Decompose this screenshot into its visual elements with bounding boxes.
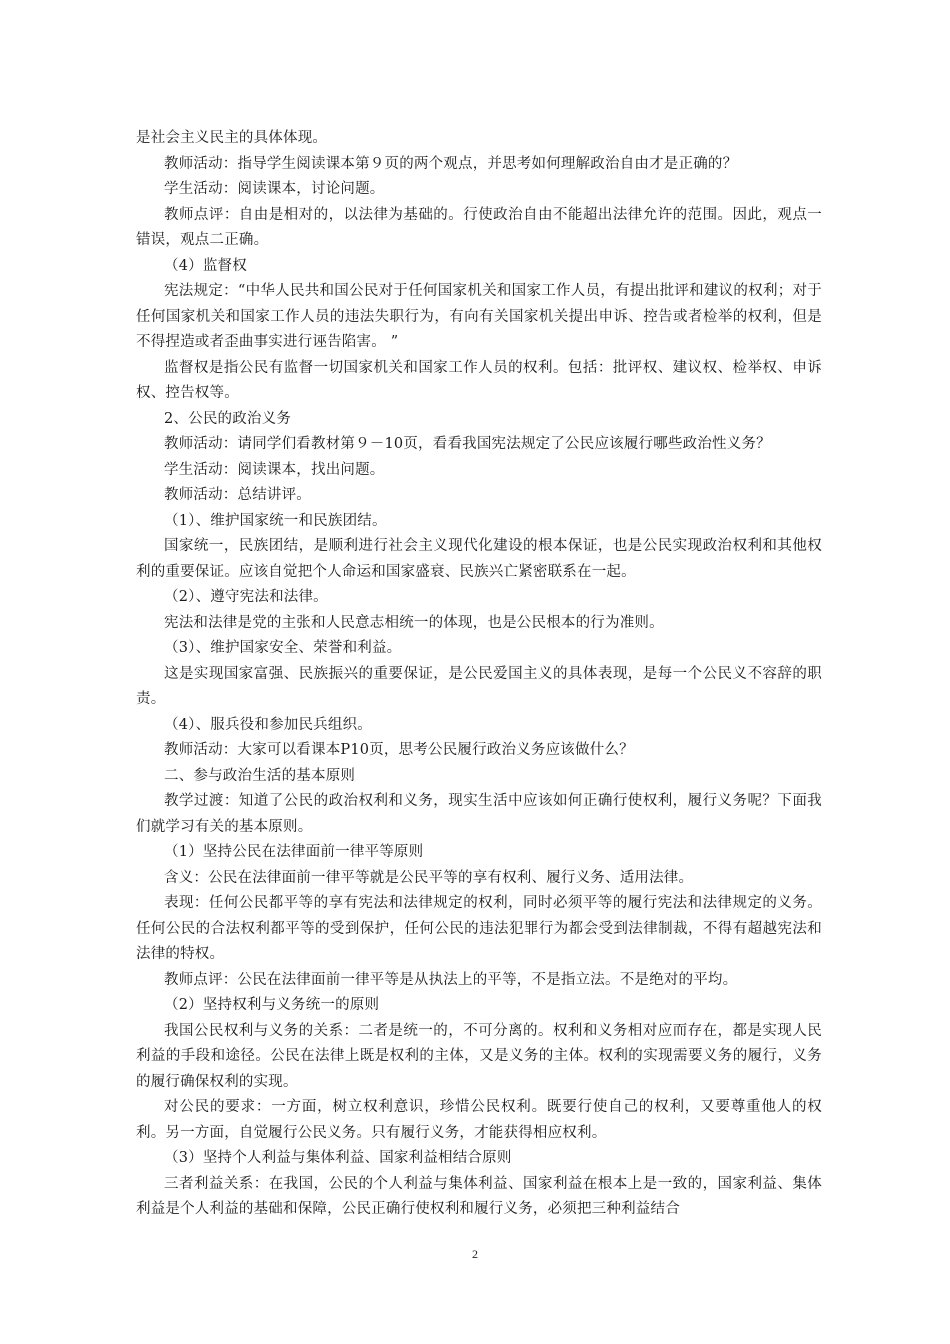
paragraph: 教师点评：公民在法律面前一律平等是从执法上的平等，不是指立法。不是绝对的平均。: [164, 971, 738, 988]
paragraph: （1）、维护国家统一和民族团结。: [164, 512, 387, 529]
paragraph: 宪法和法律是党的主张和人民意志相统一的体现，也是公民根本的行为准则。: [164, 614, 664, 631]
paragraph: 学生活动：阅读课本，找出问题。: [164, 461, 385, 478]
paragraph: 2、公民的政治义务: [164, 410, 292, 427]
paragraph: 教师活动：指导学生阅读课本第９页的两个观点，并思考如何理解政治自由才是正确的？: [164, 155, 738, 172]
paragraph: （4）、服兵役和参加民兵组织。: [164, 716, 372, 733]
paragraph: 教师活动：总结讲评。: [164, 487, 311, 503]
paragraph: 宪法规定：“中华人民共和国公民对于任何国家机关和国家工作人员，有提出批评和建议的权利；对于任何国家机关和国家工作人员的违法失职行为，有向有关国家机关提出申诉、控告或者检举的权利，但是不得捏造或者歪曲事实进行诬告陷害。 ”: [136, 283, 822, 350]
page-number: 2: [472, 1247, 478, 1261]
paragraph: 这是实现国家富强、民族振兴的重要保证，是公民爱国主义的具体表现，是每一个公民义不容辞的职责。: [136, 665, 822, 707]
paragraph: 监督权是指公民有监督一切国家机关和国家工作人员的权利。包括：批评权、建议权、检举权、申诉权、控告权等。: [136, 359, 822, 401]
paragraph: 含义：公民在法律面前一律平等就是公民平等的享有权利、履行义务、适用法律。: [164, 869, 694, 886]
paragraph: （4）监督权: [164, 257, 247, 274]
paragraph: 教师活动：请同学们看教材第９－10页，看看我国宪法规定了公民应该履行哪些政治性义务？: [164, 436, 771, 452]
paragraph: （2）坚持权利与义务统一的原则: [164, 997, 380, 1013]
paragraph: 教师活动：大家可以看课本P10页，思考公民履行政治义务应该做什么？: [164, 742, 634, 758]
paragraph: （3）坚持个人利益与集体利益、国家利益相结合原则: [164, 1150, 512, 1166]
paragraph: 我国公民权利与义务的关系：二者是统一的，不可分离的。权利和义务相对应而存在，都是实现人民利益的手段和途径。公民在法律上既是权利的主体，又是义务的主体。权利的实现需要义务的履行，义务的履行确保权利的实现。: [136, 1022, 822, 1090]
paragraph: （3）、维护国家安全、荣誉和利益。: [164, 640, 402, 656]
paragraph: 学生活动：阅读课本，讨论问题。: [164, 181, 385, 197]
paragraph: 表现：任何公民都平等的享有宪法和法律规定的权利，同时必须平等的履行宪法和法律规定的义务。任何公民的合法权利都平等的受到保护，任何公民的违法犯罪行为都会受到法律制裁，不得有超越宪法和法律的特权。: [136, 895, 822, 962]
paragraph: 对公民的要求：一方面，树立权利意识，珍惜公民权利。既要行使自己的权利，又要尊重他人的权利。另一方面，自觉履行公民义务。只有履行义务，才能获得相应权利。: [136, 1099, 822, 1141]
paragraph: 国家统一，民族团结，是顺利进行社会主义现代化建设的根本保证，也是公民实现政治权利和其他权利的重要保证。应该自觉把个人命运和国家盛衰、民族兴亡紧密联系在一起。: [136, 538, 822, 580]
paragraph: 二、参与政治生活的基本原则: [164, 767, 356, 784]
paragraph: 教师点评：自由是相对的，以法律为基础的。行使政治自由不能超出法律允许的范围。因此，观点一错误，观点二正确。: [136, 206, 822, 248]
body-text: [136, 126, 822, 1223]
paragraph: （2）、遵守宪法和法律。: [164, 589, 328, 605]
paragraph: （1）坚持公民在法律面前一律平等原则: [164, 844, 424, 860]
paragraph: 三者利益关系：在我国，公民的个人利益与集体利益、国家利益在根本上是一致的，国家利益、集体利益是个人利益的基础和保障，公民正确行使权利和履行义务，必须把三种利益结合: [136, 1175, 822, 1217]
paragraph: 是社会主义民主的具体体现。: [136, 130, 328, 146]
paragraph: 教学过渡：知道了公民的政治权利和义务，现实生活中应该如何正确行使权利，履行义务呢？下面我们就学习有关的基本原则。: [136, 793, 822, 835]
